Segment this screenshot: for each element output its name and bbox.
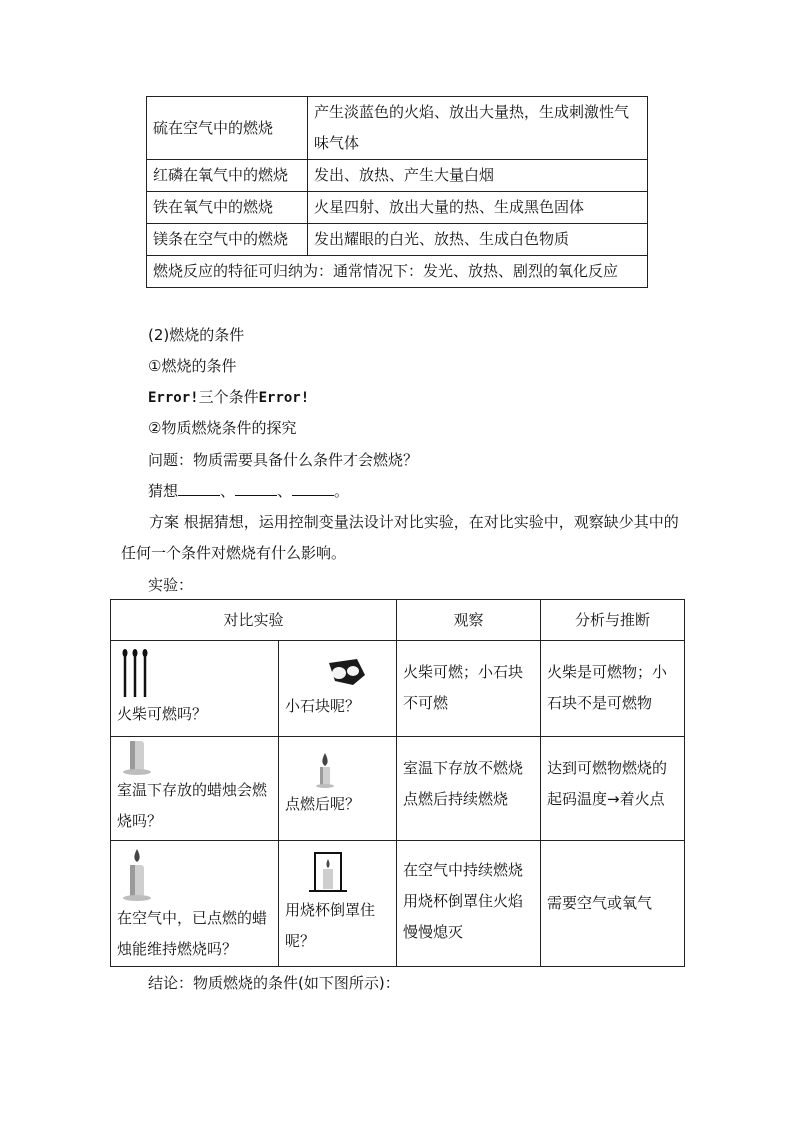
guess-prefix: 猜想: [148, 482, 179, 500]
covered-candle-image: [285, 851, 375, 895]
experiment-question: 点燃后呢？: [285, 795, 361, 813]
table-row: [147, 160, 648, 192]
error-text: Error!: [258, 390, 310, 406]
table-cell: 达到可燃物燃烧的起码温度→着火点: [541, 737, 685, 841]
table-cell: 产生淡蓝色的火焰、放出大量热，生成刺激性气味气体: [308, 97, 648, 160]
error-text: Error!: [148, 390, 199, 406]
table-cell: 需要空气或氧气: [541, 841, 685, 967]
combustion-phenomena-table: [146, 96, 648, 288]
matches-image: [117, 647, 157, 699]
table-row: [111, 841, 685, 967]
separator: 、: [220, 482, 236, 500]
summary-cell: 燃烧反应的特征可归纳为：通常情况下：发光、放热、剧烈的氧化反应: [147, 256, 648, 288]
conclusion-text: 结论：物质燃烧的条件(如下图所示)：: [148, 974, 400, 992]
table-cell: 火柴可燃；小石块不可燃: [397, 641, 541, 737]
table-cell: [279, 841, 397, 967]
error-line: [148, 387, 309, 408]
plan-paragraph: 方案 根据猜想，运用控制变量法设计对比实验，在对比实验中，观察缺少其中的任何一个条件对燃烧有什么影响。: [121, 513, 679, 562]
experiment-label: 实验：: [148, 576, 194, 594]
fill-blank[interactable]: [178, 481, 220, 496]
table-cell: [111, 737, 279, 841]
table-row: [147, 256, 648, 288]
section-title: (2)燃烧的条件: [148, 326, 245, 344]
separator: 、: [277, 482, 293, 500]
table-cell: 铁在氧气中的燃烧: [147, 192, 308, 224]
experiment-question: 室温下存放的蜡烛会燃烧吗？: [117, 781, 268, 830]
header-cell: 对比实验: [111, 600, 397, 641]
experiment-question: 火柴可燃吗？: [117, 705, 208, 723]
table-header-row: [111, 600, 685, 641]
lit-candle-image: [285, 749, 375, 789]
table-cell: [111, 841, 279, 967]
table-cell: 火柴是可燃物；小石块不是可燃物: [541, 641, 685, 737]
guess-line: [148, 481, 349, 501]
stones-image: [285, 657, 375, 691]
error-line-mid: 三个条件: [198, 388, 259, 406]
table-cell: [279, 737, 397, 841]
table-row: [147, 97, 648, 160]
fill-blank[interactable]: [235, 481, 277, 496]
table-cell: 发出耀眼的白光、放热、生成白色物质: [308, 224, 648, 256]
table-row: [111, 737, 685, 841]
table-cell: 在空气中持续燃烧用烧杯倒罩住火焰慢慢熄灭: [397, 841, 541, 967]
table-cell: 室温下存放不燃烧点燃后持续燃烧: [397, 737, 541, 841]
table-cell: 红磷在氧气中的燃烧: [147, 160, 308, 192]
subsection-title: ①燃烧的条件: [148, 357, 237, 375]
table-cell: [279, 641, 397, 737]
table-cell: 硫在空气中的燃烧: [147, 97, 308, 160]
experiment-question: 小石块呢？: [285, 697, 361, 715]
experiment-question: 在空气中，已点燃的蜡烛能维持燃烧吗？: [117, 909, 268, 958]
header-cell: 分析与推断: [541, 600, 685, 641]
table-cell: [111, 641, 279, 737]
subsection-title: ②物质燃烧条件的探究: [148, 419, 297, 437]
table-row: [147, 224, 648, 256]
table-cell: 镁条在空气中的燃烧: [147, 224, 308, 256]
lit-candle-image: [117, 847, 157, 903]
table-row: [147, 192, 648, 224]
table-row: [111, 641, 685, 737]
experiment-table: [110, 599, 685, 967]
fill-blank[interactable]: [292, 481, 334, 496]
experiment-question: 用烧杯倒罩住呢？: [285, 901, 376, 950]
table-cell: 发出、放热、产生大量白烟: [308, 160, 648, 192]
table-cell: 火星四射、放出大量的热、生成黑色固体: [308, 192, 648, 224]
candle-image: [117, 739, 157, 775]
question-text: 问题：物质需要具备什么条件才会燃烧？: [148, 451, 419, 469]
header-cell: 观察: [397, 600, 541, 641]
period: 。: [334, 482, 350, 500]
